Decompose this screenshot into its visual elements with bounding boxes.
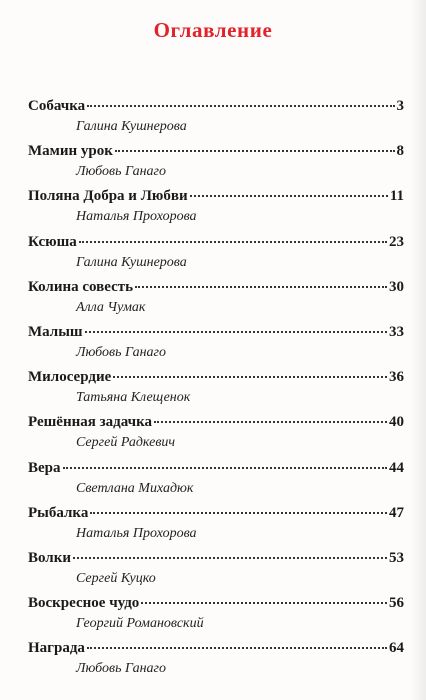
toc-entry-page-number: 30: [389, 278, 404, 295]
toc-entry-author: Сергей Радкевич: [76, 435, 176, 451]
toc-entry: [28, 413, 404, 458]
toc-dot-leader: [190, 195, 388, 197]
toc-entry-page-number: 36: [389, 369, 404, 386]
toc-entry-row: [28, 187, 404, 205]
toc-entry-page-number: 56: [389, 595, 404, 612]
toc-entry: [28, 187, 404, 232]
toc-entry-author: Татьяна Клещенок: [76, 390, 191, 406]
toc-entry-row: [28, 233, 404, 251]
toc-entry-page-number: 8: [396, 143, 404, 160]
toc-dot-leader: [135, 286, 387, 288]
toc-entry-title: Волки: [28, 549, 72, 566]
toc-entry-author: Галина Кушнерова: [76, 119, 187, 134]
toc-entry: [28, 368, 404, 413]
toc-entry-author: Любовь Ганаго: [76, 344, 166, 360]
toc-entry-author: Сергей Куцко: [76, 570, 156, 586]
toc-dot-leader: [63, 467, 387, 469]
toc-dot-leader: [73, 557, 387, 559]
toc-entry-row: [28, 368, 404, 386]
toc-entry-title: Колина совесть: [28, 278, 134, 295]
toc-dot-leader: [115, 150, 395, 152]
toc-entry-author: Наталья Прохорова: [76, 209, 197, 225]
toc-entry-author: Галина Кушнерова: [76, 254, 187, 270]
toc-entry-row: [28, 549, 404, 567]
toc-entry: [28, 549, 404, 594]
toc-entry-page-number: 53: [389, 549, 404, 566]
page-edge-shadow: [410, 0, 426, 700]
toc-entry: [28, 97, 404, 142]
toc-entry-title: Вера: [28, 459, 61, 476]
toc-entry: [28, 594, 404, 639]
toc-entry-row: [28, 323, 404, 341]
toc-entry-row: [28, 594, 404, 612]
toc-entry: [28, 323, 404, 368]
toc-entry-title: Мамин урок: [28, 143, 113, 160]
toc-entry-title: Рыбалка: [28, 504, 89, 521]
toc-entry-row: [28, 459, 404, 477]
toc-dot-leader: [90, 512, 387, 514]
toc-dot-leader: [87, 647, 387, 649]
toc-entry-page-number: 11: [389, 188, 404, 205]
toc-entry-title: Малыш: [28, 323, 83, 340]
toc-entry-title: Воскресное чудо: [28, 595, 140, 612]
toc-entry-row: [28, 97, 404, 115]
toc-entry-author: Любовь Ганаго: [76, 661, 166, 677]
toc-entry-author: Наталья Прохорова: [76, 525, 197, 541]
toc-entry-title: Поляна Добра и Любви: [28, 188, 188, 205]
toc-dot-leader: [87, 105, 394, 107]
toc-entry: [28, 459, 404, 504]
toc-entry-page-number: 40: [389, 414, 404, 431]
toc-entry-page-number: 3: [396, 98, 404, 114]
toc-entry-page-number: 47: [389, 504, 404, 521]
toc-dot-leader: [141, 602, 387, 604]
toc-entry-title: Милосердие: [28, 369, 112, 386]
toc-entry-title: Награда: [28, 640, 85, 657]
toc-entry-page-number: 33: [389, 323, 404, 340]
toc-entry-title: Решённая задачка: [28, 414, 152, 431]
toc-entry-author: Любовь Ганаго: [76, 164, 166, 180]
toc-entry: [28, 142, 404, 187]
page-title: Оглавление: [153, 18, 273, 42]
toc-entry: [28, 504, 404, 549]
toc-entry-author: Георгий Романовский: [76, 616, 204, 632]
toc-entry: [28, 233, 404, 278]
toc-entry-title: Ксюша: [28, 233, 77, 250]
toc-entry-title: Собачка: [28, 98, 86, 114]
toc-entry-row: [28, 278, 404, 296]
toc-entry-author: Светлана Михадюк: [76, 480, 194, 496]
toc-dot-leader: [154, 421, 387, 423]
toc-dot-leader: [113, 376, 387, 378]
toc-entry: [28, 278, 404, 323]
toc-entry-row: [28, 413, 404, 431]
toc-entry-author: Алла Чумак: [76, 299, 146, 315]
table-of-contents: [28, 97, 404, 684]
toc-entry: [28, 639, 404, 684]
toc-entry-row: [28, 504, 404, 522]
toc-dot-leader: [85, 331, 387, 333]
toc-dot-leader: [79, 241, 387, 243]
toc-entry-row: [28, 142, 404, 160]
toc-entry-page-number: 23: [389, 233, 404, 250]
toc-entry-page-number: 44: [389, 459, 404, 476]
toc-entry-row: [28, 639, 404, 657]
toc-entry-page-number: 64: [389, 640, 404, 657]
